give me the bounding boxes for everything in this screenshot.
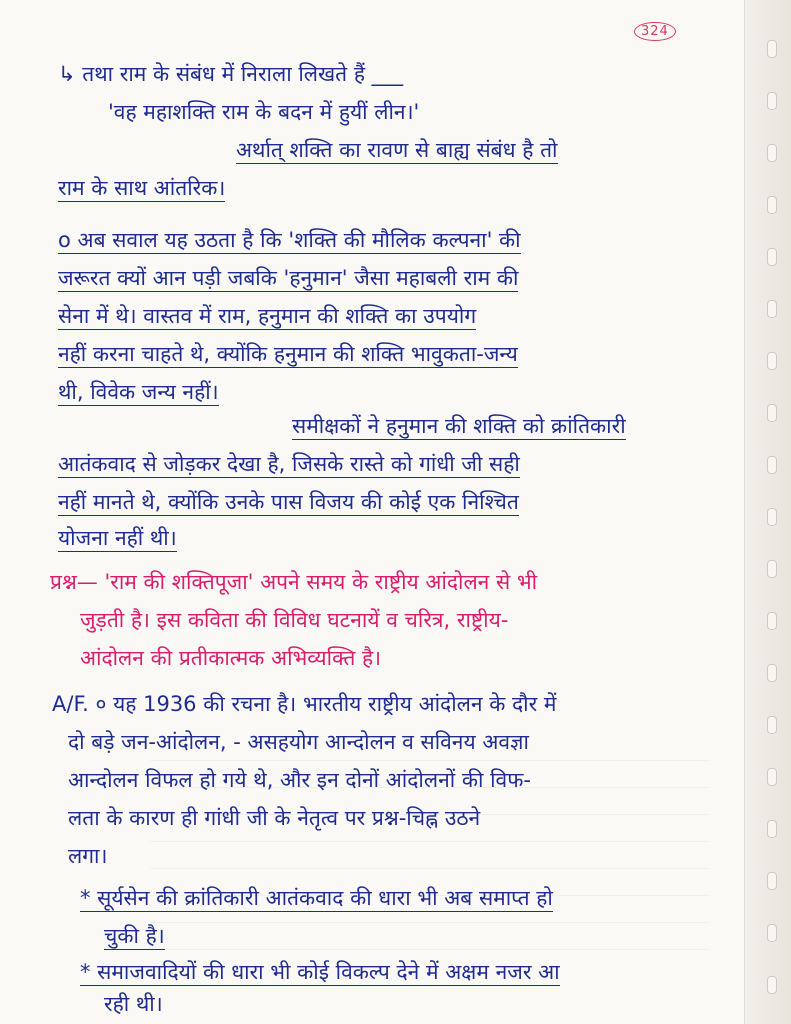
text-line (68, 842, 107, 870)
text-line-content: जुड़ती है। इस कविता की विविध घटनायें व चरित्र, राष्ट्रीय- (80, 608, 509, 632)
binding-hole (767, 248, 777, 266)
text-line (58, 450, 520, 478)
text-line (104, 990, 163, 1018)
text-line (108, 98, 419, 126)
text-line-content: आंदोलन की प्रतीकात्मक अभिव्यक्ति है। (80, 646, 382, 670)
text-line-content: * सूर्यसेन की क्रांतिकारी आतंकवाद की धारा भी अब समाप्त हो (80, 886, 553, 910)
binding-hole (767, 612, 777, 630)
text-line (68, 766, 531, 794)
text-line-content: 'वह महाशक्ति राम के बदन में हुयीं लीन।' (108, 100, 420, 124)
notebook-binding (744, 0, 791, 1024)
text-line (236, 136, 558, 164)
text-line-content: अर्थात् शक्ति का रावण से बाह्य संबंध है तो (236, 138, 558, 162)
text-line-content: चुकी है। (104, 924, 165, 948)
text-line (50, 568, 537, 596)
binding-hole (767, 92, 777, 110)
text-line-content: A/F. ० यह 1936 की रचना है। भारतीय राष्ट्रीय आंदोलन के दौर में (52, 692, 557, 716)
text-line-content: जरूरत क्यों आन पड़ी जबकि 'हनुमान' जैसा महाबली राम की (58, 266, 519, 290)
binding-hole (767, 352, 777, 370)
binding-hole (767, 976, 777, 994)
text-line-content: लता के कारण ही गांधी जी के नेतृत्व पर प्रश्न-चिह्न उठने (68, 806, 481, 830)
binding-hole (767, 924, 777, 942)
binding-hole (767, 768, 777, 786)
text-line (58, 302, 476, 330)
binding-hole (767, 300, 777, 318)
text-line-content: राम के साथ आंतरिक। (58, 176, 226, 200)
page-number: 324 (634, 22, 676, 41)
text-line (52, 690, 556, 718)
text-line (68, 804, 480, 832)
binding-hole (767, 560, 777, 578)
text-line (80, 644, 381, 672)
text-line (58, 264, 518, 292)
text-line-content: आन्दोलन विफल हो गये थे, और इन दोनों आंदोलनों की विफ- (68, 768, 531, 792)
text-line-content: ↳ तथा राम के संबंध में निराला लिखते हैं ___ (58, 62, 404, 86)
binding-hole (767, 404, 777, 422)
text-line-content: * समाजवादियों की धारा भी कोई विकल्प देने में अक्षम नजर आ (80, 960, 560, 984)
text-line (58, 174, 225, 202)
text-line-content: आतंकवाद से जोड़कर देखा है, जिसके रास्ते को गांधी जी सही (58, 452, 520, 476)
text-line-content: थी, विवेक जन्य नहीं। (58, 380, 219, 404)
binding-hole (767, 716, 777, 734)
text-line (80, 958, 560, 986)
text-line (104, 922, 165, 950)
text-line (58, 226, 521, 254)
text-line (58, 524, 177, 552)
text-line (58, 60, 403, 88)
text-line-content: समीक्षकों ने हनुमान की शक्ति को क्रांतिकारी (292, 414, 626, 438)
binding-hole (767, 508, 777, 526)
binding-hole (767, 144, 777, 162)
text-line (292, 412, 626, 440)
text-line-content: दो बड़े जन-आंदोलन, - असहयोग आन्दोलन व सविनय अवज्ञा (68, 730, 529, 754)
binding-hole (767, 820, 777, 838)
text-line-content: सेना में थे। वास्तव में राम, हनुमान की शक्ति का उपयोग (58, 304, 477, 328)
text-line-content: प्रश्न— 'राम की शक्तिपूजा' अपने समय के राष्ट्रीय आंदोलन से भी (50, 570, 538, 594)
text-line-content: रही थी। (104, 992, 163, 1016)
text-line-content: नहीं करना चाहते थे, क्योंकि हनुमान की शक्ति भावुकता-जन्य (58, 342, 518, 366)
binding-hole (767, 872, 777, 890)
binding-hole (767, 40, 777, 58)
binding-hole (767, 196, 777, 214)
binding-hole (767, 664, 777, 682)
text-line (58, 340, 518, 368)
text-line-content: नहीं मानते थे, क्योंकि उनके पास विजय की कोई एक निश्चित (58, 490, 519, 514)
text-line-content: लगा। (68, 844, 108, 868)
text-line (58, 488, 519, 516)
text-line (58, 378, 219, 406)
binding-hole (767, 456, 777, 474)
text-line (80, 884, 553, 912)
text-line (68, 728, 529, 756)
text-line-content: o अब सवाल यह उठता है कि 'शक्ति की मौलिक कल्पना' की (58, 228, 521, 252)
text-line-content: योजना नहीं थी। (58, 526, 177, 550)
text-line (80, 606, 508, 634)
